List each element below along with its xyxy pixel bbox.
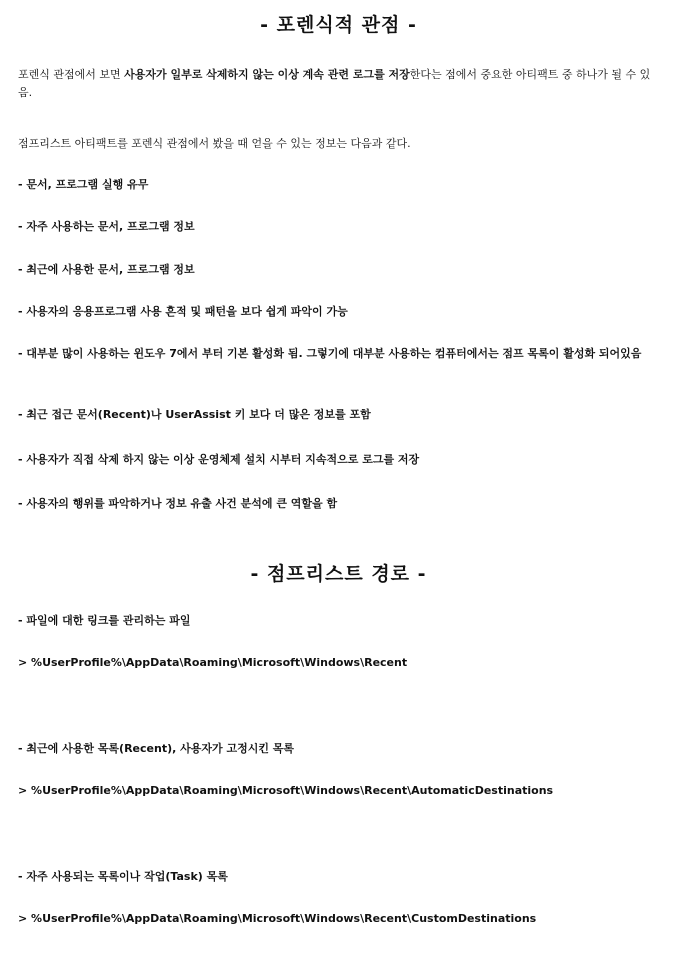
forensic-list-item: - 문서, 프로그램 실행 유무 — [18, 178, 149, 191]
path-description: - 파일에 대한 링크를 관리하는 파일 — [18, 614, 191, 627]
forensic-list-item: - 최근 접근 문서(Recent)나 UserAssist 키 보다 더 많은 정보를 포함 — [18, 408, 371, 421]
path-value: > %UserProfile%\AppData\Roaming\Microsoft\Windows\Recent\CustomDestinations — [18, 912, 537, 925]
forensic-list-item: - 사용자의 응용프로그램 사용 흔적 및 패턴을 보다 쉽게 파악이 가능 — [18, 305, 348, 318]
forensic-summary-paragraph: 점프리스트 아티팩트를 포렌식 관점에서 봤을 때 얻을 수 있는 정보는 다음과 같다. — [18, 137, 411, 150]
intro-text-pre: 포렌식 관점에서 보면 — [18, 68, 125, 81]
forensic-section-title: - 포렌식적 관점 - — [260, 14, 417, 36]
path-value: > %UserProfile%\AppData\Roaming\Microsoft\Windows\Recent — [18, 656, 408, 669]
forensic-list-item: - 자주 사용하는 문서, 프로그램 정보 — [18, 220, 195, 233]
intro-text-bold: 사용자가 일부로 삭제하지 않는 이상 계속 관련 로그를 저장 — [124, 68, 410, 81]
forensic-list-item: - 대부분 많이 사용하는 윈도우 7에서 부터 기본 활성화 됨. 그렇기에 대부분 사용하는 컴퓨터에서는 점프 목록이 활성화 되어있음 — [18, 347, 642, 360]
forensic-list-item: - 사용자의 행위를 파악하거나 정보 유출 사건 분석에 큰 역할을 함 — [18, 497, 338, 510]
path-description: - 자주 사용되는 목록이나 작업(Task) 목록 — [18, 870, 228, 883]
forensic-intro-paragraph — [18, 66, 659, 102]
forensic-list-item: - 사용자가 직접 삭제 하지 않는 이상 운영체제 설치 시부터 지속적으로 로그를 저장 — [18, 453, 420, 466]
path-value: > %UserProfile%\AppData\Roaming\Microsoft\Windows\Recent\AutomaticDestinations — [18, 784, 554, 797]
path-description: - 최근에 사용한 목록(Recent), 사용자가 고정시킨 목록 — [18, 742, 295, 755]
paths-section-title: - 점프리스트 경로 - — [250, 563, 427, 585]
intro-text-post: 한다는 점에서 중요한 아티팩트 중 하나가 될 수 있음. — [18, 68, 651, 99]
forensic-list-item: - 최근에 사용한 문서, 프로그램 정보 — [18, 263, 195, 276]
